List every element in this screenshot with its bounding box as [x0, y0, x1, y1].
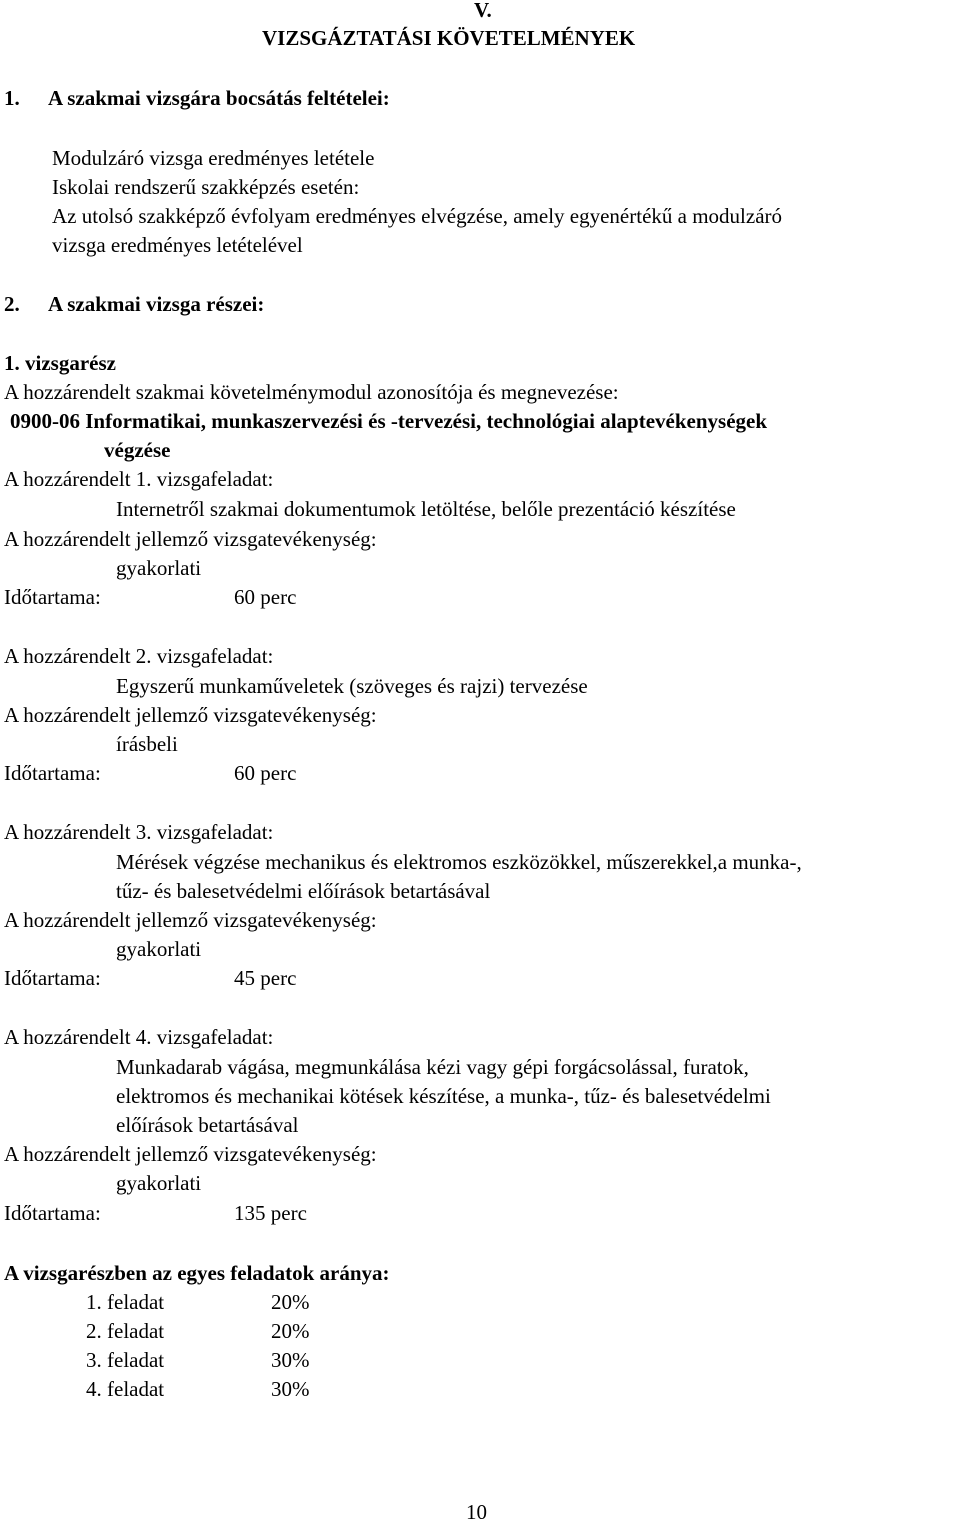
ratio-value: 20% [271, 1290, 310, 1314]
ratio-value: 20% [271, 1319, 310, 1343]
task-label: A hozzárendelt 1. vizsgafeladat: [4, 467, 274, 491]
section1-heading-number: 1. [4, 86, 20, 110]
activity-value: gyakorlati [116, 556, 202, 580]
activity-label: A hozzárendelt jellemző vizsgatevékenység: [4, 703, 377, 727]
module-intro: A hozzárendelt szakmai követelménymodul azonosítója és megnevezése: [4, 380, 619, 404]
ratio-task: 4. feladat [86, 1377, 165, 1401]
task-description: előírások betartásával [116, 1113, 299, 1137]
duration-value: 135 perc [234, 1201, 307, 1225]
task-description: Internetről szakmai dokumentumok letöltése, belőle prezentáció készítése [116, 497, 736, 521]
activity-value: gyakorlati [116, 1171, 202, 1195]
task-label: A hozzárendelt 2. vizsgafeladat: [4, 644, 274, 668]
module-name: 0900-06 Informatikai, munkaszervezési és -tervezési, technológiai alaptevékenységek [10, 409, 768, 433]
ratio-task: 1. feladat [86, 1290, 165, 1314]
ratio-value: 30% [271, 1348, 310, 1372]
duration-value: 60 perc [234, 585, 297, 609]
section1-line: Modulzáró vizsga eredményes letétele [52, 146, 375, 170]
task-description: tűz- és balesetvédelmi előírások betartásával [116, 879, 491, 903]
duration-label: Időtartama: [4, 1201, 101, 1225]
part-title: 1. vizsgarész [4, 351, 116, 375]
duration-value: 60 perc [234, 761, 297, 785]
task-description: Munkadarab vágása, megmunkálása kézi vagy gépi forgácsolással, furatok, [116, 1055, 749, 1079]
module-name-cont: végzése [104, 438, 171, 462]
activity-value: írásbeli [116, 732, 178, 756]
page-number: 10 [466, 1500, 487, 1524]
activity-value: gyakorlati [116, 937, 202, 961]
ratio-heading: A vizsgarészben az egyes feladatok aránya: [4, 1261, 390, 1285]
duration-label: Időtartama: [4, 761, 101, 785]
section2-heading-number: 2. [4, 292, 20, 316]
ratio-value: 30% [271, 1377, 310, 1401]
section1-line: vizsga eredményes letételével [52, 233, 303, 257]
activity-label: A hozzárendelt jellemző vizsgatevékenység: [4, 908, 377, 932]
activity-label: A hozzárendelt jellemző vizsgatevékenység: [4, 527, 377, 551]
duration-label: Időtartama: [4, 966, 101, 990]
ratio-task: 3. feladat [86, 1348, 165, 1372]
section2-heading: A szakmai vizsga részei: [48, 292, 265, 316]
duration-label: Időtartama: [4, 585, 101, 609]
section1-heading: A szakmai vizsgára bocsátás feltételei: [48, 86, 390, 110]
task-description: elektromos és mechanikai kötések készítése, a munka-, tűz- és balesetvédelmi [116, 1084, 771, 1108]
section1-line: Iskolai rendszerű szakképzés esetén: [52, 175, 360, 199]
section1-line: Az utolsó szakképző évfolyam eredményes elvégzése, amely egyenértékű a modulzáró [52, 204, 783, 228]
task-label: A hozzárendelt 4. vizsgafeladat: [4, 1025, 274, 1049]
task-label: A hozzárendelt 3. vizsgafeladat: [4, 820, 274, 844]
task-description: Mérések végzése mechanikus és elektromos eszközökkel, műszerekkel,a munka-, [116, 850, 802, 874]
chapter-title: VIZSGÁZTATÁSI KÖVETELMÉNYEK [262, 26, 636, 50]
task-description: Egyszerű munkaműveletek (szöveges és rajzi) tervezése [116, 674, 588, 698]
ratio-task: 2. feladat [86, 1319, 165, 1343]
chapter-number: V. [474, 0, 492, 22]
activity-label: A hozzárendelt jellemző vizsgatevékenység: [4, 1142, 377, 1166]
duration-value: 45 perc [234, 966, 297, 990]
